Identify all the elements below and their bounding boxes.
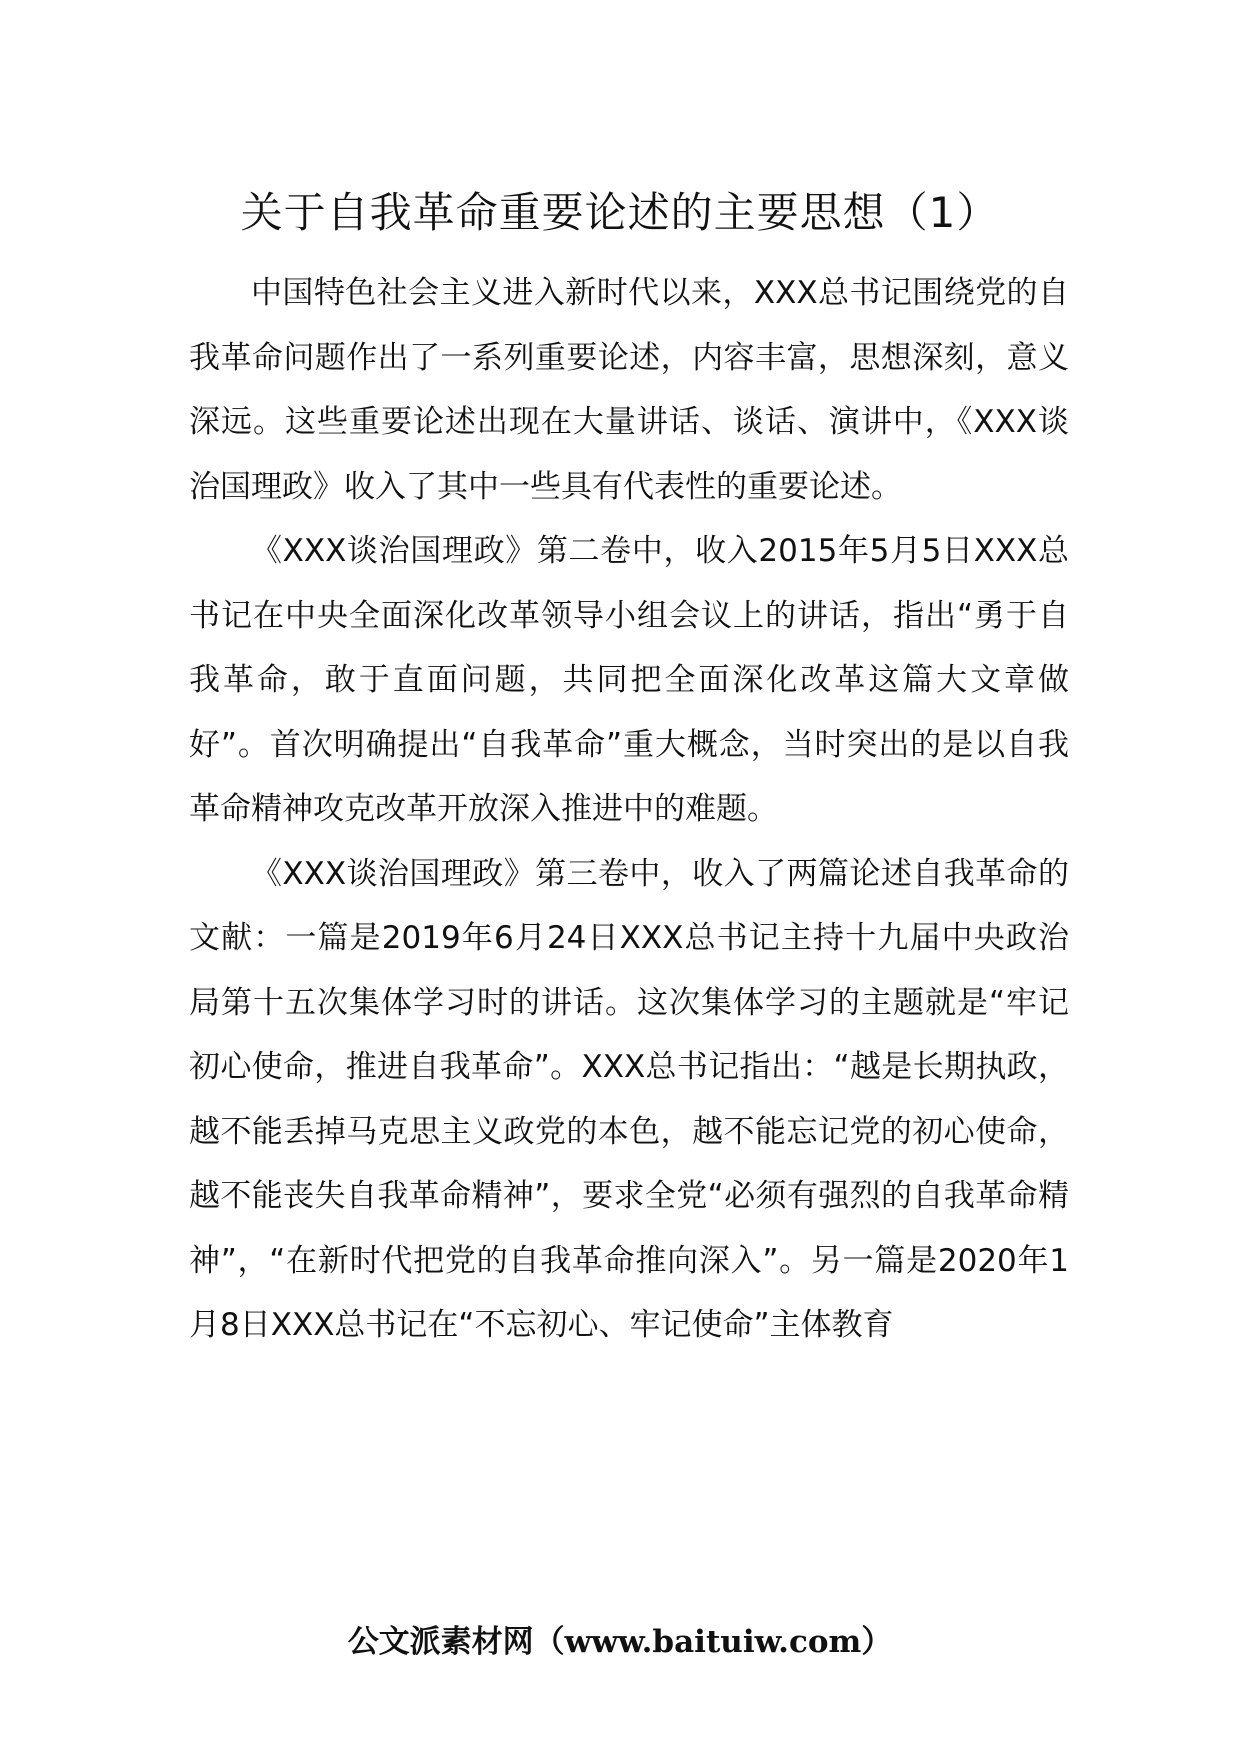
paragraph-3: 《XXX谈治国理政》第三卷中，收入了两篇论述自我革命的文献：一篇是2019年6月24日XXX总书记主持十九届中央政治局第十五次集体学习时的讲话。这次集体学习的主题就是“牢记初心使命，推进自我革命”。XXX总书记指出：“越是长期执政，越不能丢掉马克思主义政党的本色，越不能忘记党的初心使命，越不能丧失自我革命精神”，要求全党“必须有强烈的自我革命精神”，“在新时代把党的自我革命推向深入”。另一篇是2020年1月8日XXX总书记在“不忘初心、牢记使命”主体教育 (189, 855, 1069, 1343)
footer-watermark: 公文派素材网（www.baituiw.com） (347, 1624, 893, 1660)
paragraph-1: 中国特色社会主义进入新时代以来，XXX总书记围绕党的自我革命问题作出了一系列重要论述，内容丰富，思想深刻，意义深远。这些重要论述出现在大量讲话、谈话、演讲中，《XXX谈治国理政》收入了其中一些具有代表性的重要论述。 (189, 275, 1069, 505)
document-title: 关于自我革命重要论述的主要思想（1） (240, 188, 1000, 237)
document-body (189, 261, 1069, 1358)
paragraph-2: 《XXX谈治国理政》第二卷中，收入2015年5月5日XXX总书记在中央全面深化改革领导小组会议上的讲话，指出“勇于自我革命，敢于直面问题，共同把全面深化改革这篇大文章做好”。首次明确提出“自我革命”重大概念，当时突出的是以自我革命精神攻克改革开放深入推进中的难题。 (189, 533, 1069, 827)
